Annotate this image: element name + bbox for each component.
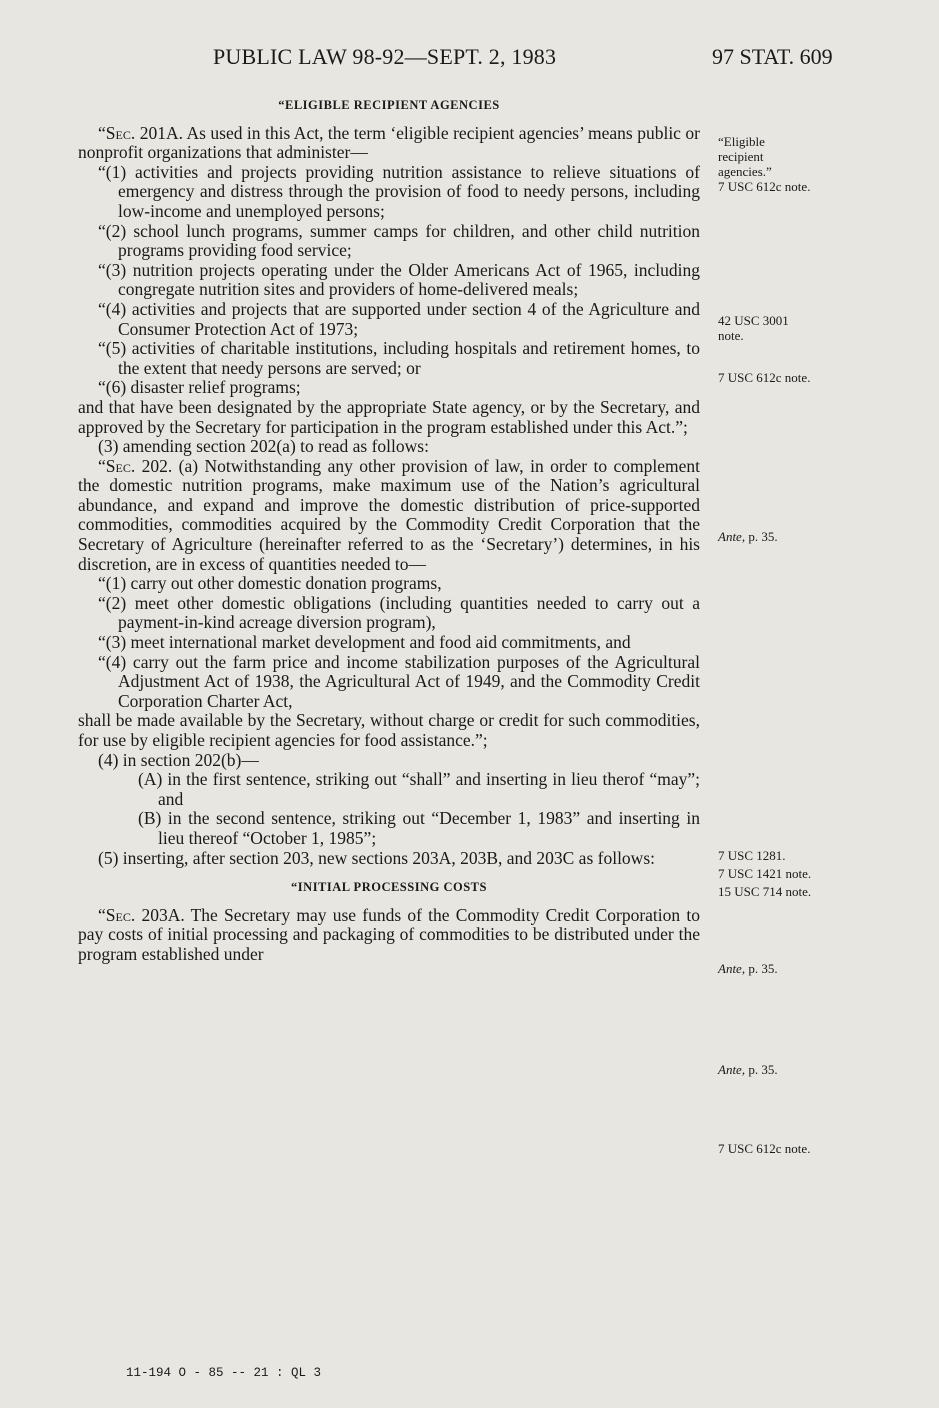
margin-note-7usc612c xyxy=(718,370,810,385)
closing-paragraph: shall be made available by the Secretary, without charge or credit for such commodities, for use by eligible recipient agencies for food assistance.”; xyxy=(78,710,700,750)
amendment-subitem: (A) in the first sentence, striking out “shall” and inserting in lieu therof “may”; and xyxy=(138,769,700,809)
print-code-footer: 11-194 O - 85 -- 21 : QL 3 xyxy=(126,1366,322,1380)
section-202 xyxy=(78,457,700,575)
margin-note-usc-group xyxy=(718,848,811,899)
margin-line: note. xyxy=(718,328,744,343)
list-item: “(5) activities of charitable institutions, including hospitals and retirement homes, to the extent that needy persons are served; or xyxy=(98,338,700,378)
amendment-item: (4) in section 202(b)— xyxy=(98,749,259,770)
margin-ante: Ante, xyxy=(718,961,746,976)
sec-label: “Sec. xyxy=(98,455,136,476)
margin-line: 7 USC 1281. xyxy=(718,848,786,863)
list-item: “(4) activities and projects that are supported under section 4 of the Agriculture and Consumer Protection Act of 1973; xyxy=(98,298,700,339)
margin-line: “Eligible xyxy=(718,134,765,149)
list-item: “(3) meet international market development and food aid commitments, and xyxy=(98,632,631,653)
sec-text: 202. (a) Notwithstanding any other provision of law, in order to complement the domestic nutrition programs, make maximum use of the Nation’s agricultural abundance, and expand and improve the domestic distribution of price-supported commodities, commodities acquired by the Commodity Credit Corporation that the Secretary of Agriculture (hereinafter referred to as the ‘Secretary’) determines, in his discretion, are in excess of quantities needed to— xyxy=(78,455,700,574)
margin-page: p. 35. xyxy=(745,961,778,976)
margin-note-7usc612c xyxy=(718,1141,810,1156)
list-item: “(2) school lunch programs, summer camps for children, and other child nutrition programs providing food service; xyxy=(98,220,700,261)
margin-note-42usc3001 xyxy=(718,313,789,343)
margin-line: 42 USC 3001 xyxy=(718,313,789,328)
margin-line: 7 USC 1421 note. xyxy=(718,866,812,881)
section-203a xyxy=(78,906,700,965)
margin-note-ante xyxy=(718,529,778,544)
closing-paragraph: and that have been designated by the appropriate State agency, or by the Secretary, and approved by the Secretary for participation in the program established under this Act.”; xyxy=(78,396,700,437)
margin-note-eligible xyxy=(718,134,810,194)
margin-line: 15 USC 714 note. xyxy=(718,884,812,899)
margin-page: p. 35. xyxy=(745,1062,778,1077)
margin-ante: Ante, xyxy=(718,1062,746,1077)
list-item: “(4) carry out the farm price and income stabilization purposes of the Agricultural Adjustment Act of 1938, the Agricultural Act of 1949, and the Commodity Credit Corporation Charter Act, xyxy=(98,651,700,711)
margin-note-ante xyxy=(718,1062,778,1077)
body-text xyxy=(78,94,700,965)
page-header-title: PUBLIC LAW 98-92—SEPT. 2, 1983 xyxy=(213,44,557,69)
sec-text: 203A. The Secretary may use funds of the Commodity Credit Corporation to pay costs of initial processing and packaging of commodities to be distributed under the program established under xyxy=(78,904,700,964)
margin-page: p. 35. xyxy=(745,529,778,544)
list-item: “(2) meet other domestic obligations (including quantities needed to carry out a payment-in-kind acreage diversion program), xyxy=(98,592,700,633)
margin-line: 7 USC 612c note. xyxy=(718,1141,811,1156)
sec-text: 201A. As used in this Act, the term ‘eligible recipient agencies’ means public or nonprofit organizations that administer— xyxy=(78,122,700,163)
list-item: “(6) disaster relief programs; xyxy=(98,377,301,398)
sec-label: “Sec. xyxy=(98,904,136,925)
margin-line: recipient xyxy=(718,149,764,164)
list-item: “(1) carry out other domestic donation programs, xyxy=(98,573,442,594)
amendment-item: (3) amending section 202(a) to read as follows: xyxy=(98,436,429,457)
list-item: “(3) nutrition projects operating under the Older Americans Act of 1965, including congregate nutrition sites and providers of home-delivered meals; xyxy=(98,259,700,300)
section-heading: “INITIAL PROCESSING COSTS xyxy=(291,880,487,895)
page-header-stat: 97 STAT. 609 xyxy=(712,44,833,69)
sec-label: “Sec. xyxy=(98,122,136,143)
section-heading: “ELIGIBLE RECIPIENT AGENCIES xyxy=(278,98,500,112)
margin-ante: Ante, xyxy=(718,529,746,544)
amendment-item: (5) inserting, after section 203, new sections 203A, 203B, and 203C as follows: xyxy=(98,847,655,868)
margin-line: agencies.” xyxy=(718,164,772,179)
margin-note-ante xyxy=(718,961,778,976)
margin-line: 7 USC 612c note. xyxy=(718,370,811,385)
list-item: “(1) activities and projects providing nutrition assistance to relieve situations of emergency and distress through the provision of food to needy persons, including low-income and unemployed persons; xyxy=(98,161,700,221)
section-201a xyxy=(78,124,700,163)
amendment-subitem: (B) in the second sentence, striking out “December 1, 1983” and inserting in lieu thereof “October 1, 1985”; xyxy=(138,808,700,848)
margin-line: 7 USC 612c note. xyxy=(718,179,811,194)
